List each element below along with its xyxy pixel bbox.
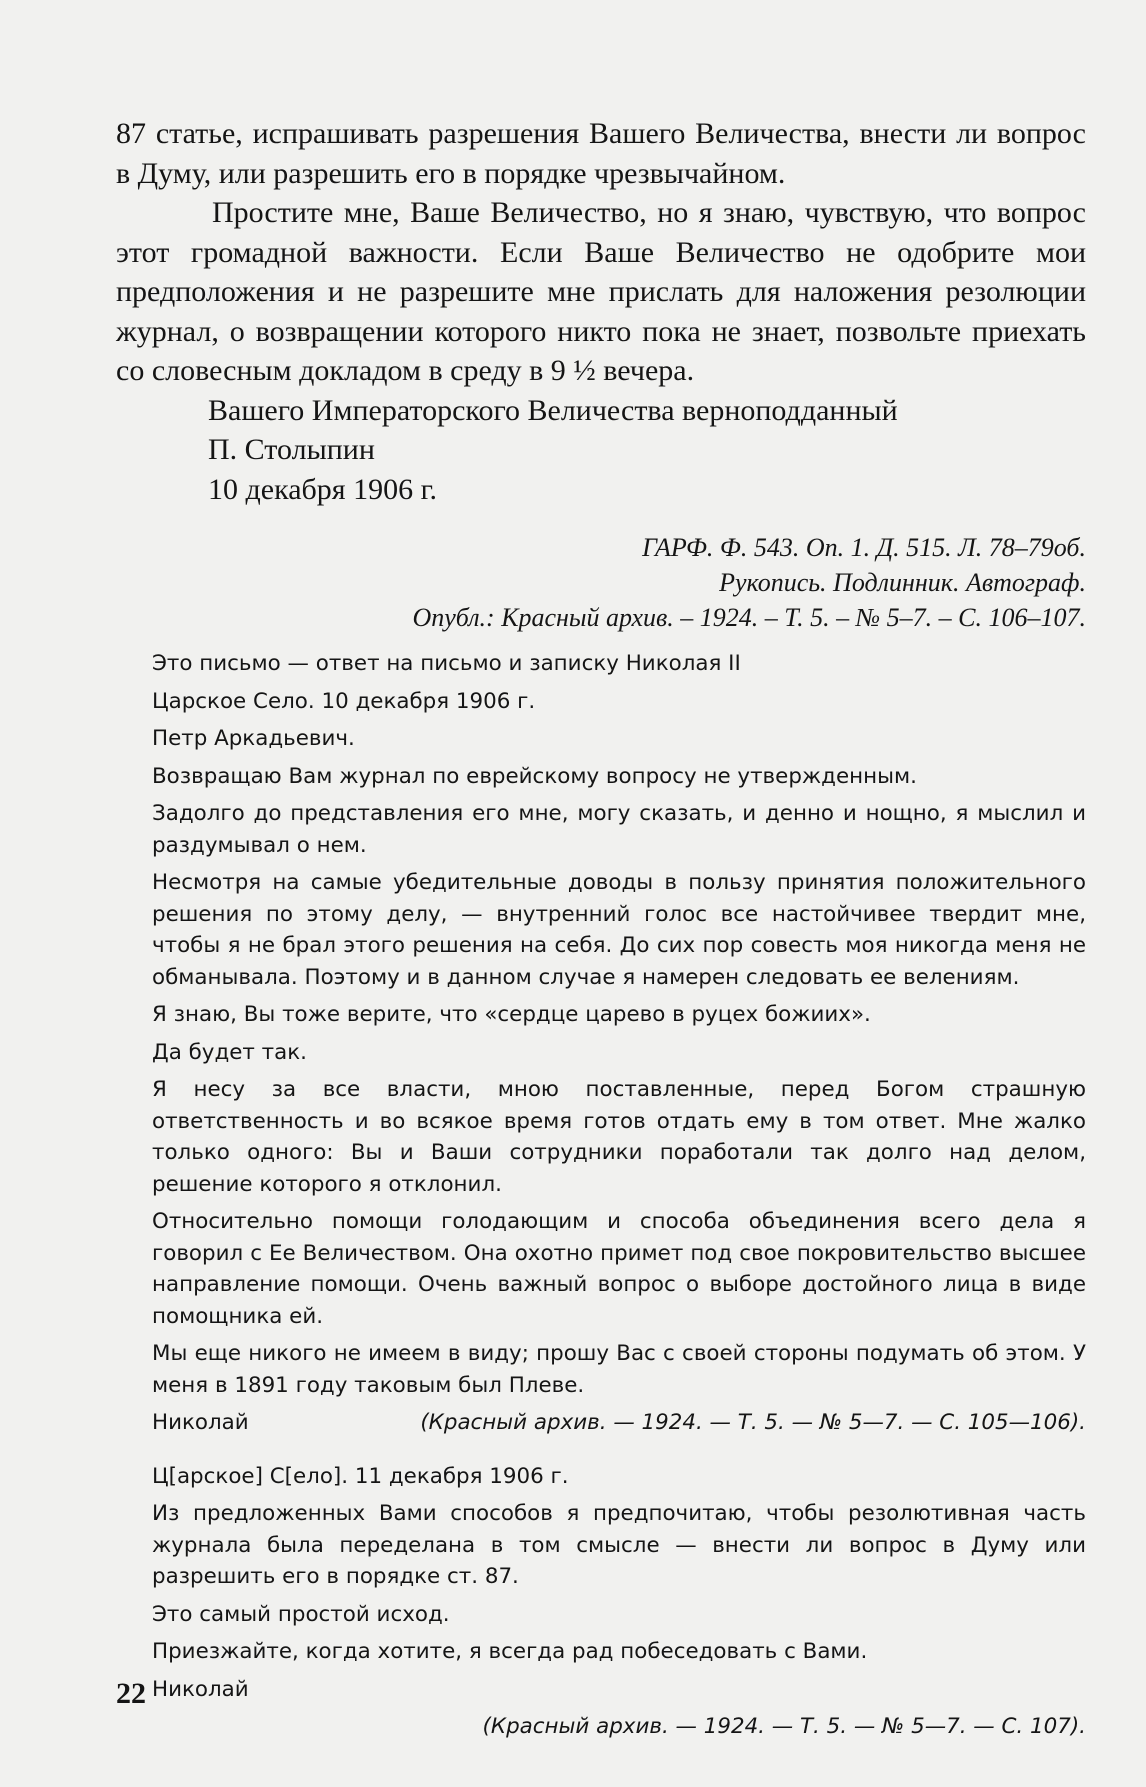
archive-reference: ГАРФ. Ф. 543. Оп. 1. Д. 515. Л. 78–79об. bbox=[642, 533, 1086, 562]
note-paragraph: Из предложенных Вами способов я предпочитаю, чтобы резолютивная часть журнала была переделана в том смысле — внести ли вопрос в Думу или разрешить его в порядке ст. 87. bbox=[152, 1501, 1086, 1589]
letter-closing: Вашего Императорского Величества верноподданный bbox=[208, 393, 898, 427]
letter-signature: П. Столыпин bbox=[208, 433, 375, 466]
note-signature-1: Николай bbox=[152, 1410, 249, 1435]
archive-references bbox=[116, 530, 1086, 635]
note-signature-2: Николай bbox=[152, 1676, 249, 1702]
note-paragraph: Да будет так. bbox=[152, 1039, 307, 1065]
note-paragraph: Я несу за все власти, мною поставленные, перед Богом страшную ответственность и во всякое время готов отдать ему в том ответ. Мне жалко только одного: Вы и Ваши сотрудники поработали так долго над делом, решение которого я отклонил. bbox=[152, 1077, 1086, 1197]
note-intro: Это письмо — ответ на письмо и записку Николая II bbox=[152, 651, 741, 676]
note-paragraph: Мы еще никого не имеем в виду; прошу Вас с своей стороны подумать об этом. У меня в 1891 году таковым был Плеве. bbox=[152, 1341, 1086, 1398]
note-place-date-2: Ц[арское] С[ело]. 11 декабря 1906 г. bbox=[152, 1463, 569, 1489]
note-paragraph: Я знаю, Вы тоже верите, что «сердце царево в руцех божиих». bbox=[152, 1002, 871, 1027]
note-paragraph: Приезжайте, когда хотите, я всегда рад побеседовать с Вами. bbox=[152, 1639, 868, 1664]
note-paragraph: Возвращаю Вам журнал по еврейскому вопросу не утвержденным. bbox=[152, 763, 917, 789]
note-signoff-1 bbox=[152, 1407, 1086, 1439]
publication-reference: Опубл.: Красный архив. – 1924. – Т. 5. – № 5–7. – С. 106–107. bbox=[412, 603, 1086, 632]
page-number: 22 bbox=[116, 1677, 146, 1710]
note-salutation: Петр Аркадьевич. bbox=[152, 726, 355, 751]
note-paragraph: Это самый простой исход. bbox=[152, 1601, 450, 1627]
note-paragraph: Несмотря на самые убедительные доводы в пользу принятия положительного решения по этому делу, — внутренний голос все настойчивее твердит мне, чтобы я не брал этого решения на себя. До сих пор совесть моя никогда меня не обманывала. Поэтому и в данном случае я намерен следовать ее велениям. bbox=[152, 870, 1086, 990]
note-place-date-1: Царское Село. 10 декабря 1906 г. bbox=[152, 688, 536, 714]
note-source-2: (Красный архив. — 1924. — Т. 5. — № 5—7. — С. 107). bbox=[482, 1714, 1086, 1739]
note-paragraph: Относительно помощи голодающим и способа объединения всего дела я говорил с Ее Величеством. Она охотно примет под свое покровительство высшее направление помощи. Очень важный вопрос о выборе достойного лица в виде помощника ей. bbox=[152, 1209, 1086, 1329]
document-type: Рукопись. Подлинник. Автограф. bbox=[719, 568, 1086, 597]
note-source-1: (Красный архив. — 1924. — Т. 5. — № 5—7. — С. 105—106). bbox=[420, 1410, 1086, 1435]
letter-paragraph-1: 87 статье, испрашивать разрешения Вашего Величества, внести ли вопрос в Думу, или разрешить его в порядке чрезвычайном. bbox=[116, 117, 1086, 190]
letter-paragraph-2: Простите мне, Ваше Величество, но я знаю, чувствую, что вопрос этот громадной важности. Если Ваше Величество не одобрите мои предположения и не разрешите мне прислать для наложения резолюции журнал, о возвращении которого никто пока не знает, позвольте приехать со словесным докладом в среду в 9 ½ вечера. bbox=[116, 196, 1086, 387]
letter-date: 10 декабря 1906 г. bbox=[208, 472, 437, 506]
footnote-block bbox=[152, 648, 1086, 1749]
letter-text bbox=[116, 114, 1086, 509]
note-paragraph: Задолго до представления его мне, могу сказать, и денно и нощно, я мыслил и раздумывал о нем. bbox=[152, 801, 1086, 858]
